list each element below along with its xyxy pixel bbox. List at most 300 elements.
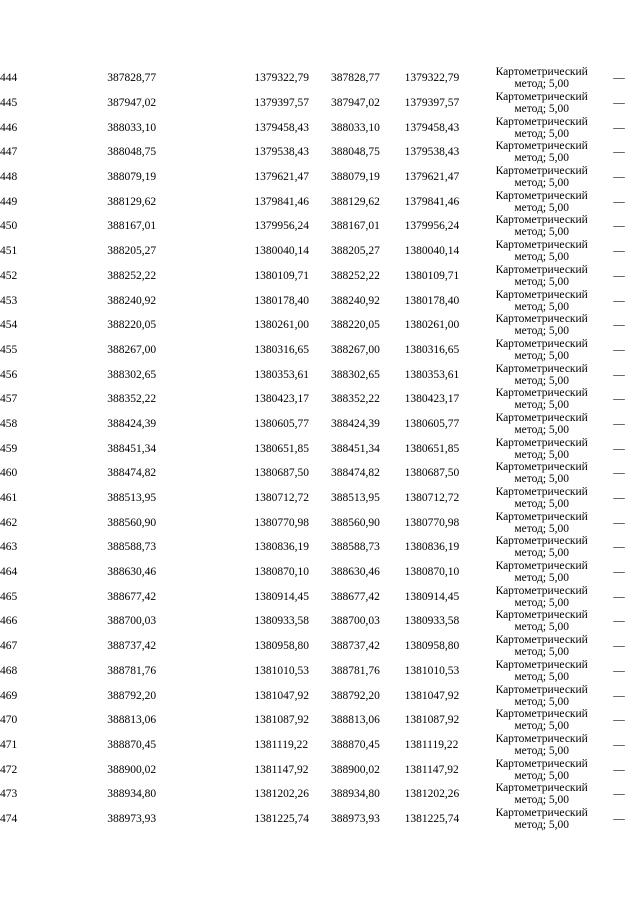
specified-y-cell: 1380933,58 — [404, 615, 460, 628]
method-name: Картометрический — [495, 486, 588, 499]
method-name: Картометрический — [495, 708, 588, 721]
point-number-cell: 461 — [0, 492, 18, 505]
method-cell — [485, 733, 597, 758]
point-number-cell: 450 — [0, 220, 18, 233]
specified-x-cell: 388737,42 — [331, 640, 380, 653]
existing-x-cell: 388079,19 — [107, 171, 157, 184]
method-accuracy: метод; 5,00 — [514, 374, 570, 387]
method-cell — [485, 362, 597, 387]
note-cell: — — [613, 492, 625, 505]
method-accuracy: метод; 5,00 — [514, 670, 570, 683]
method-name: Картометрический — [495, 806, 588, 819]
method-accuracy: метод; 5,00 — [514, 423, 570, 436]
method-name: Картометрический — [495, 510, 588, 523]
existing-x-cell: 388129,62 — [107, 195, 157, 208]
specified-x-cell: 388588,73 — [331, 541, 380, 554]
table-row — [0, 362, 640, 387]
specified-x-cell: 388781,76 — [331, 664, 380, 677]
specified-x-cell: 388900,02 — [331, 763, 380, 776]
method-name: Картометрический — [495, 288, 588, 301]
table-row — [0, 510, 640, 535]
method-accuracy: метод; 5,00 — [514, 201, 570, 214]
specified-x-cell: 388813,06 — [331, 714, 380, 727]
existing-y-cell: 1381202,26 — [254, 788, 309, 801]
point-number-cell: 444 — [0, 72, 18, 85]
method-name: Картометрический — [495, 115, 588, 128]
existing-x-cell: 388737,42 — [107, 640, 157, 653]
table-row — [0, 807, 640, 832]
specified-x-cell: 388792,20 — [331, 689, 380, 702]
existing-x-cell: 388424,39 — [107, 417, 157, 430]
method-name: Картометрический — [495, 782, 588, 795]
note-cell: — — [613, 467, 625, 480]
method-accuracy: метод; 5,00 — [514, 695, 570, 708]
existing-y-cell: 1380178,40 — [254, 294, 309, 307]
method-accuracy: метод; 5,00 — [514, 621, 570, 634]
existing-x-cell: 388781,76 — [107, 664, 157, 677]
table-row — [0, 140, 640, 165]
method-accuracy: метод; 5,00 — [514, 127, 570, 140]
existing-x-cell: 388352,22 — [107, 393, 157, 406]
table-row — [0, 288, 640, 313]
existing-x-cell: 388474,82 — [107, 467, 157, 480]
point-number-cell: 460 — [0, 467, 18, 480]
note-cell: — — [613, 812, 625, 825]
existing-x-cell: 388700,03 — [107, 615, 157, 628]
existing-y-cell: 1380316,65 — [254, 343, 309, 356]
existing-y-cell: 1380836,19 — [254, 541, 309, 554]
method-accuracy: метод; 5,00 — [514, 744, 570, 757]
table-row — [0, 189, 640, 214]
specified-x-cell: 388451,34 — [331, 442, 380, 455]
method-accuracy: метод; 5,00 — [514, 720, 570, 733]
method-cell — [485, 165, 597, 190]
note-cell: — — [613, 269, 625, 282]
method-name: Картометрический — [495, 362, 588, 375]
point-number-cell: 473 — [0, 788, 18, 801]
existing-y-cell: 1381119,22 — [254, 738, 309, 751]
method-cell — [485, 782, 597, 807]
existing-y-cell: 1380687,50 — [254, 467, 309, 480]
existing-x-cell: 387947,02 — [107, 97, 157, 110]
method-accuracy: метод; 5,00 — [514, 498, 570, 511]
method-cell — [485, 91, 597, 116]
point-number-cell: 455 — [0, 343, 18, 356]
specified-x-cell: 388048,75 — [331, 146, 380, 159]
specified-y-cell: 1381147,92 — [404, 763, 459, 776]
method-accuracy: метод; 5,00 — [514, 646, 570, 659]
note-cell: — — [613, 368, 625, 381]
table-row — [0, 239, 640, 264]
specified-y-cell: 1381225,74 — [404, 812, 460, 825]
method-accuracy: метод; 5,00 — [514, 522, 570, 535]
table-row — [0, 338, 640, 363]
method-name: Картометрический — [495, 732, 588, 745]
note-cell: — — [613, 788, 625, 801]
note-cell: — — [613, 442, 625, 455]
existing-y-cell: 1381147,92 — [254, 763, 309, 776]
specified-y-cell: 1380651,85 — [404, 442, 460, 455]
specified-y-cell: 1380958,80 — [404, 640, 460, 653]
method-name: Картометрический — [495, 91, 588, 104]
method-cell — [485, 584, 597, 609]
point-number-cell: 446 — [0, 121, 18, 134]
method-name: Картометрический — [495, 757, 588, 770]
specified-y-cell: 1379322,79 — [404, 72, 460, 85]
table-row — [0, 659, 640, 684]
method-cell — [485, 140, 597, 165]
method-accuracy: метод; 5,00 — [514, 78, 570, 91]
note-cell: — — [613, 664, 625, 677]
specified-y-cell: 1379841,46 — [404, 195, 460, 208]
method-accuracy: метод; 5,00 — [514, 399, 570, 412]
point-number-cell: 463 — [0, 541, 18, 554]
existing-y-cell: 1380770,98 — [254, 516, 309, 529]
point-number-cell: 453 — [0, 294, 18, 307]
specified-y-cell: 1381087,92 — [404, 714, 460, 727]
existing-x-cell: 388048,75 — [107, 146, 157, 159]
table-row — [0, 535, 640, 560]
note-cell: — — [613, 541, 625, 554]
method-accuracy: метод; 5,00 — [514, 818, 570, 831]
specified-y-cell: 1379538,43 — [404, 146, 460, 159]
table-row — [0, 609, 640, 634]
existing-x-cell: 388302,65 — [107, 368, 157, 381]
table-row — [0, 115, 640, 140]
method-name: Картометрический — [495, 560, 588, 573]
table-row — [0, 560, 640, 585]
method-accuracy: метод; 5,00 — [514, 275, 570, 288]
existing-x-cell: 388630,46 — [107, 566, 157, 579]
note-cell: — — [613, 640, 625, 653]
point-number-cell: 452 — [0, 269, 18, 282]
table-row — [0, 436, 640, 461]
method-cell — [485, 560, 597, 585]
method-cell — [485, 683, 597, 708]
specified-y-cell: 1380423,17 — [404, 393, 460, 406]
specified-y-cell: 1380914,45 — [404, 590, 460, 603]
note-cell: — — [613, 689, 625, 702]
specified-x-cell: 387828,77 — [331, 72, 380, 85]
specified-y-cell: 1380712,72 — [404, 492, 460, 505]
method-name: Картометрический — [495, 239, 588, 252]
existing-y-cell: 1380605,77 — [254, 417, 309, 430]
table-row — [0, 387, 640, 412]
existing-x-cell: 388677,42 — [107, 590, 157, 603]
existing-y-cell: 1381010,53 — [254, 664, 309, 677]
existing-y-cell: 1379538,43 — [254, 146, 309, 159]
method-cell — [485, 66, 597, 91]
existing-y-cell: 1381087,92 — [254, 714, 309, 727]
coordinates-table — [0, 66, 640, 831]
point-number-cell: 445 — [0, 97, 18, 110]
point-number-cell: 472 — [0, 763, 18, 776]
specified-y-cell: 1380870,10 — [404, 566, 460, 579]
method-cell — [485, 807, 597, 832]
existing-y-cell: 1380958,80 — [254, 640, 309, 653]
specified-x-cell: 388973,93 — [331, 812, 380, 825]
existing-x-cell: 388167,01 — [107, 220, 157, 233]
existing-y-cell: 1381225,74 — [254, 812, 309, 825]
existing-y-cell: 1379397,57 — [254, 97, 309, 110]
table-row — [0, 214, 640, 239]
method-accuracy: метод; 5,00 — [514, 251, 570, 264]
note-cell: — — [613, 417, 625, 430]
point-number-cell: 451 — [0, 245, 18, 258]
method-name: Картометрический — [495, 214, 588, 227]
existing-x-cell: 388451,34 — [107, 442, 157, 455]
table-row — [0, 165, 640, 190]
table-row — [0, 66, 640, 91]
method-accuracy: метод; 5,00 — [514, 596, 570, 609]
table-row — [0, 584, 640, 609]
table-row — [0, 412, 640, 437]
existing-x-cell: 388792,20 — [107, 689, 157, 702]
existing-y-cell: 1380712,72 — [254, 492, 309, 505]
method-cell — [485, 461, 597, 486]
method-cell — [485, 757, 597, 782]
existing-y-cell: 1380109,71 — [254, 269, 309, 282]
specified-x-cell: 388870,45 — [331, 738, 380, 751]
point-number-cell: 468 — [0, 664, 18, 677]
point-number-cell: 474 — [0, 812, 18, 825]
specified-x-cell: 388302,65 — [331, 368, 380, 381]
point-number-cell: 458 — [0, 417, 18, 430]
specified-y-cell: 1380605,77 — [404, 417, 460, 430]
method-name: Картометрический — [495, 165, 588, 178]
note-cell: — — [613, 171, 625, 184]
existing-x-cell: 388267,00 — [107, 343, 157, 356]
specified-y-cell: 1380040,14 — [404, 245, 460, 258]
existing-y-cell: 1379621,47 — [254, 171, 309, 184]
existing-y-cell: 1381047,92 — [254, 689, 309, 702]
note-cell: — — [613, 220, 625, 233]
method-name: Картометрический — [495, 634, 588, 647]
point-number-cell: 462 — [0, 516, 18, 529]
method-cell — [485, 387, 597, 412]
point-number-cell: 470 — [0, 714, 18, 727]
point-number-cell: 459 — [0, 442, 18, 455]
specified-x-cell: 388474,82 — [331, 467, 380, 480]
method-name: Картометрический — [495, 387, 588, 400]
note-cell: — — [613, 615, 625, 628]
specified-x-cell: 388129,62 — [331, 195, 380, 208]
note-cell: — — [613, 195, 625, 208]
method-cell — [485, 486, 597, 511]
method-accuracy: метод; 5,00 — [514, 300, 570, 313]
method-name: Картометрический — [495, 584, 588, 597]
existing-x-cell: 388813,06 — [107, 714, 157, 727]
specified-y-cell: 1380316,65 — [404, 343, 460, 356]
method-accuracy: метод; 5,00 — [514, 349, 570, 362]
note-cell: — — [613, 146, 625, 159]
note-cell: — — [613, 121, 625, 134]
note-cell: — — [613, 319, 625, 332]
specified-y-cell: 1379458,43 — [404, 121, 460, 134]
note-cell: — — [613, 763, 625, 776]
point-number-cell: 457 — [0, 393, 18, 406]
table-row — [0, 782, 640, 807]
existing-y-cell: 1380261,00 — [254, 319, 309, 332]
note-cell: — — [613, 714, 625, 727]
note-cell: — — [613, 738, 625, 751]
specified-y-cell: 1381010,53 — [404, 664, 460, 677]
method-cell — [485, 338, 597, 363]
method-name: Картометрический — [495, 263, 588, 276]
existing-x-cell: 388252,22 — [107, 269, 157, 282]
method-accuracy: метод; 5,00 — [514, 448, 570, 461]
method-accuracy: метод; 5,00 — [514, 473, 570, 486]
specified-y-cell: 1380836,19 — [404, 541, 460, 554]
method-name: Картометрический — [495, 436, 588, 449]
method-accuracy: метод; 5,00 — [514, 177, 570, 190]
specified-x-cell: 388240,92 — [331, 294, 380, 307]
existing-y-cell: 1380423,17 — [254, 393, 309, 406]
method-accuracy: метод; 5,00 — [514, 547, 570, 560]
table-row — [0, 683, 640, 708]
table-row — [0, 486, 640, 511]
method-cell — [485, 313, 597, 338]
specified-y-cell: 1380687,50 — [404, 467, 460, 480]
specified-y-cell: 1380178,40 — [404, 294, 460, 307]
point-number-cell: 466 — [0, 615, 18, 628]
point-number-cell: 456 — [0, 368, 18, 381]
specified-x-cell: 388205,27 — [331, 245, 380, 258]
point-number-cell: 449 — [0, 195, 18, 208]
method-cell — [485, 634, 597, 659]
existing-x-cell: 388033,10 — [107, 121, 157, 134]
method-accuracy: метод; 5,00 — [514, 325, 570, 338]
method-accuracy: метод; 5,00 — [514, 103, 570, 116]
method-name: Картометрический — [495, 337, 588, 350]
existing-y-cell: 1380353,61 — [254, 368, 309, 381]
table-row — [0, 708, 640, 733]
specified-x-cell: 388630,46 — [331, 566, 380, 579]
specified-y-cell: 1381047,92 — [404, 689, 460, 702]
method-accuracy: метод; 5,00 — [514, 152, 570, 165]
point-number-cell: 471 — [0, 738, 18, 751]
point-number-cell: 465 — [0, 590, 18, 603]
note-cell: — — [613, 590, 625, 603]
note-cell: — — [613, 97, 625, 110]
specified-y-cell: 1380353,61 — [404, 368, 460, 381]
specified-y-cell: 1380770,98 — [404, 516, 460, 529]
method-cell — [485, 708, 597, 733]
existing-x-cell: 388220,05 — [107, 319, 157, 332]
method-cell — [485, 239, 597, 264]
existing-y-cell: 1380870,10 — [254, 566, 309, 579]
specified-x-cell: 388352,22 — [331, 393, 380, 406]
existing-x-cell: 388205,27 — [107, 245, 157, 258]
existing-y-cell: 1380914,45 — [254, 590, 309, 603]
method-cell — [485, 115, 597, 140]
method-cell — [485, 436, 597, 461]
method-name: Картометрический — [495, 140, 588, 153]
note-cell: — — [613, 294, 625, 307]
specified-y-cell: 1380109,71 — [404, 269, 460, 282]
existing-y-cell: 1380933,58 — [254, 615, 309, 628]
existing-y-cell: 1379841,46 — [254, 195, 309, 208]
specified-x-cell: 388677,42 — [331, 590, 380, 603]
table-row — [0, 634, 640, 659]
method-cell — [485, 535, 597, 560]
specified-x-cell: 388560,90 — [331, 516, 380, 529]
specified-x-cell: 388513,95 — [331, 492, 380, 505]
specified-x-cell: 388934,80 — [331, 788, 380, 801]
point-number-cell: 448 — [0, 171, 18, 184]
existing-x-cell: 388870,45 — [107, 738, 157, 751]
existing-x-cell: 388973,93 — [107, 812, 157, 825]
specified-y-cell: 1379621,47 — [404, 171, 460, 184]
method-cell — [485, 510, 597, 535]
point-number-cell: 454 — [0, 319, 18, 332]
method-cell — [485, 214, 597, 239]
specified-x-cell: 388700,03 — [331, 615, 380, 628]
method-name: Картометрический — [495, 683, 588, 696]
table-row — [0, 313, 640, 338]
specified-x-cell: 388424,39 — [331, 417, 380, 430]
table-row — [0, 461, 640, 486]
existing-x-cell: 388900,02 — [107, 763, 157, 776]
note-cell: — — [613, 516, 625, 529]
specified-x-cell: 388220,05 — [331, 319, 380, 332]
specified-y-cell: 1379956,24 — [404, 220, 460, 233]
specified-x-cell: 388252,22 — [331, 269, 380, 282]
specified-y-cell: 1380261,00 — [404, 319, 460, 332]
specified-x-cell: 388033,10 — [331, 121, 380, 134]
existing-x-cell: 388588,73 — [107, 541, 157, 554]
method-name: Картометрический — [495, 313, 588, 326]
method-cell — [485, 264, 597, 289]
method-name: Картометрический — [495, 535, 588, 548]
specified-y-cell: 1381119,22 — [404, 738, 459, 751]
table-row — [0, 733, 640, 758]
method-cell — [485, 189, 597, 214]
point-number-cell: 464 — [0, 566, 18, 579]
method-cell — [485, 412, 597, 437]
note-cell: — — [613, 566, 625, 579]
specified-y-cell: 1381202,26 — [404, 788, 460, 801]
method-accuracy: метод; 5,00 — [514, 572, 570, 585]
point-number-cell: 469 — [0, 689, 18, 702]
table-row — [0, 264, 640, 289]
existing-x-cell: 388513,95 — [107, 492, 157, 505]
method-name: Картометрический — [495, 658, 588, 671]
method-name: Картометрический — [495, 411, 588, 424]
method-name: Картометрический — [495, 609, 588, 622]
note-cell: — — [613, 245, 625, 258]
specified-x-cell: 388167,01 — [331, 220, 380, 233]
method-name: Картометрический — [495, 189, 588, 202]
existing-x-cell: 388560,90 — [107, 516, 157, 529]
specified-y-cell: 1379397,57 — [404, 97, 460, 110]
existing-y-cell: 1379322,79 — [254, 72, 309, 85]
existing-x-cell: 388240,92 — [107, 294, 157, 307]
note-cell: — — [613, 343, 625, 356]
existing-y-cell: 1380040,14 — [254, 245, 309, 258]
method-name: Картометрический — [495, 461, 588, 474]
method-name: Картометрический — [495, 66, 588, 79]
existing-y-cell: 1379458,43 — [254, 121, 309, 134]
existing-x-cell: 387828,77 — [107, 72, 157, 85]
existing-y-cell: 1379956,24 — [254, 220, 309, 233]
table-row — [0, 91, 640, 116]
method-cell — [485, 609, 597, 634]
method-accuracy: метод; 5,00 — [514, 226, 570, 239]
note-cell: — — [613, 393, 625, 406]
method-accuracy: метод; 5,00 — [514, 769, 570, 782]
method-accuracy: метод; 5,00 — [514, 794, 570, 807]
